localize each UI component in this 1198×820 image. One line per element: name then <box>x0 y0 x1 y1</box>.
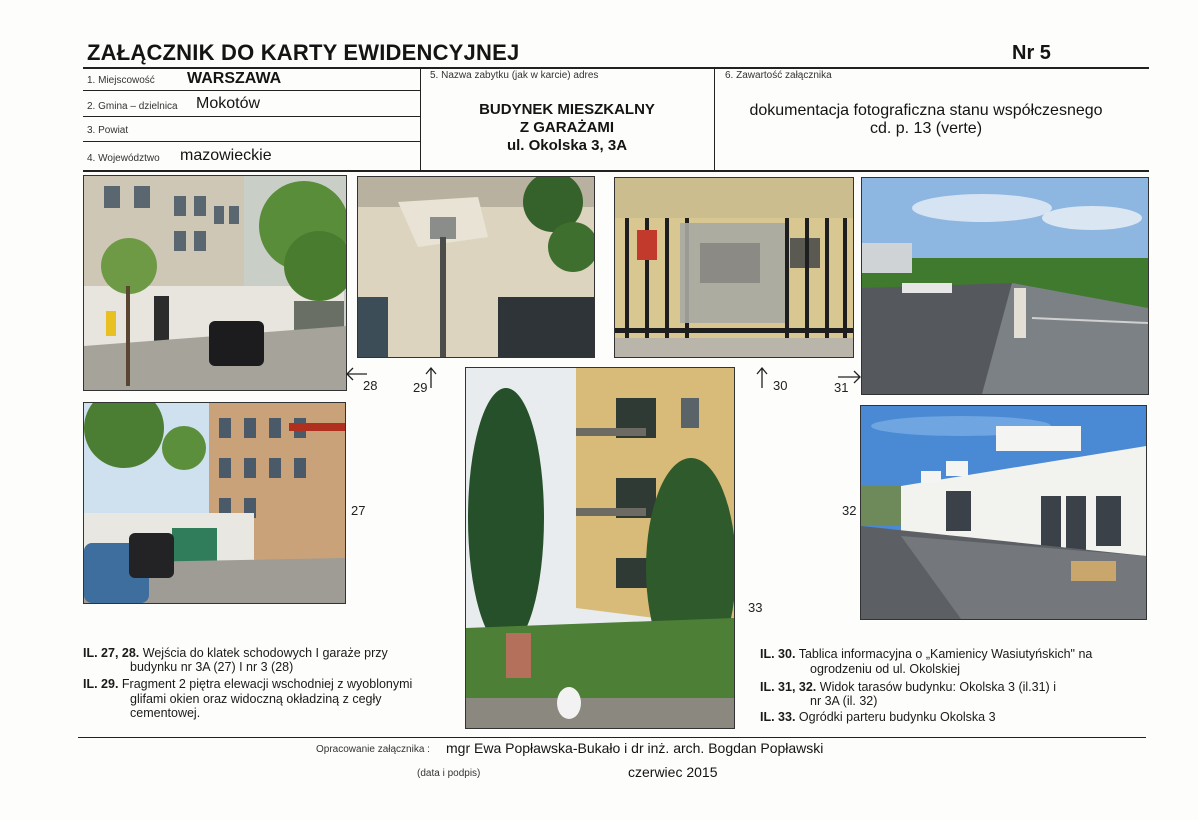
caption-27-28-num: IL. 27, 28. <box>83 646 140 660</box>
caption-27-28-text: Wejścia do klatek schodowych I garaże przy <box>142 646 388 660</box>
caption-27-28-line2: budynku nr 3A (27) I nr 3 (28) <box>130 660 294 674</box>
label-29: 29 <box>413 380 428 395</box>
arrow-up-icon <box>756 366 768 390</box>
photo-29-facade-detail <box>357 176 595 358</box>
caption-33 <box>760 710 1148 724</box>
caption-30 <box>760 647 1148 661</box>
attachment-number: Nr 5 <box>1012 42 1051 64</box>
contents-line-2: cd. p. 13 (verte) <box>869 120 983 137</box>
photo-27-garages <box>83 402 346 604</box>
photo-30-info-plaque <box>614 177 854 358</box>
date-value: czerwiec 2015 <box>628 764 718 780</box>
arrow-up-icon <box>425 366 437 390</box>
caption-31-32 <box>760 680 1148 694</box>
caption-30-line2: ogrodzeniu od ul. Okolskiej <box>810 662 961 676</box>
voivodeship-value: mazowieckie <box>180 147 272 164</box>
place-label: 1. Miejscowość <box>87 75 155 86</box>
divider <box>83 170 1149 172</box>
caption-33-num: IL. 33. <box>760 710 796 724</box>
label-33: 33 <box>748 600 763 615</box>
photo-32-terrace-3a <box>860 405 1147 620</box>
prepared-label: Opracowanie załącznika : <box>316 744 430 755</box>
monument-line-2: Z GARAŻAMI <box>519 119 615 136</box>
arrow-right-icon <box>836 370 862 384</box>
caption-30-text: Tablica informacyjna o „Kamienicy Wasiutyńskich" na <box>798 647 1093 661</box>
caption-29 <box>83 677 463 691</box>
document-title: ZAŁĄCZNIK DO KARTY EWIDENCYJNEJ <box>87 40 520 65</box>
caption-31-32-num: IL. 31, 32. <box>760 680 817 694</box>
caption-31-32-text: Widok tarasów budynku: Okolska 3 (il.31) i <box>819 680 1056 694</box>
caption-31-32-line2: nr 3A (il. 32) <box>810 694 878 708</box>
monument-label: 5. Nazwa zabytku (jak w karcie) adres <box>430 70 599 81</box>
monument-line-3: ul. Okolska 3, 3A <box>506 137 628 154</box>
footer-rule <box>78 737 1146 738</box>
caption-27-28 <box>83 646 463 660</box>
label-28: 28 <box>363 378 378 393</box>
commune-label: 2. Gmina – dzielnica <box>87 101 178 112</box>
caption-29-line3: cementowej. <box>130 706 201 720</box>
contents-line-1: dokumentacja fotograficzna stanu współczesnego <box>749 102 1103 119</box>
caption-29-text: Fragment 2 piętra elewacji wschodniej z wyoblonymi <box>121 677 413 691</box>
monument-line-1: BUDYNEK MIESZKALNY <box>479 101 655 118</box>
label-32: 32 <box>842 503 857 518</box>
photo-31-rooftop-terrace <box>861 177 1149 395</box>
divider <box>83 141 420 142</box>
label-27: 27 <box>351 503 366 518</box>
divider <box>83 116 420 117</box>
commune-value: Mokotów <box>196 95 261 112</box>
caption-33-text: Ogródki parteru budynku Okolska 3 <box>798 710 996 724</box>
prepared-value: mgr Ewa Popławska-Bukało i dr inż. arch. Bogdan Popławski <box>446 740 824 756</box>
contents-label: 6. Zawartość załącznika <box>725 70 832 81</box>
label-31: 31 <box>834 380 849 395</box>
date-label: (data i podpis) <box>417 768 481 779</box>
arrow-left-icon <box>345 366 369 382</box>
voivodeship-label: 4. Województwo <box>87 153 160 164</box>
caption-30-num: IL. 30. <box>760 647 796 661</box>
header-rule <box>83 67 1149 69</box>
label-30: 30 <box>773 378 788 393</box>
county-label: 3. Powiat <box>87 125 129 136</box>
caption-29-line2: glifami okien oraz widoczną okładziną z cegły <box>130 692 382 706</box>
place-value: WARSZAWA <box>187 70 282 87</box>
divider <box>83 90 420 91</box>
photo-28-courtyard <box>83 175 347 391</box>
caption-29-num: IL. 29. <box>83 677 119 691</box>
photo-33-gardens <box>465 367 735 729</box>
